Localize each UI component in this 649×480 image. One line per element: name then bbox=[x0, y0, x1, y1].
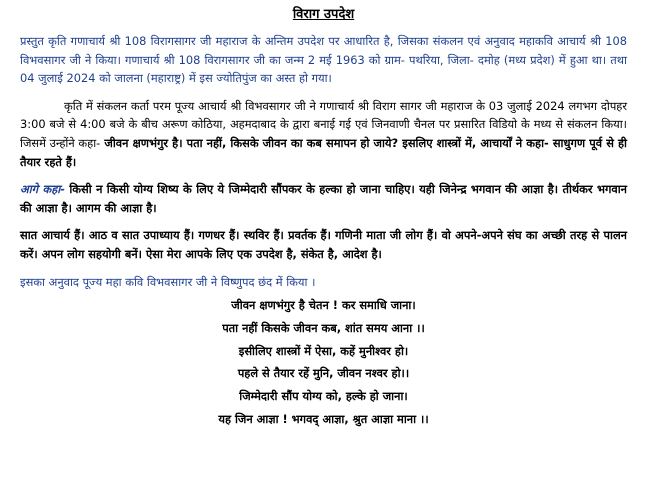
instruction-paragraph bbox=[20, 180, 627, 217]
verse-line-5: जिम्मेदारी सौंप योग्य को, हल्के हो जाना। bbox=[239, 388, 408, 403]
compilation-quote: जीवन क्षणभंगुर है। पता नहीं, किसके जीवन का कब समापन हो जाये? इसलिए शास्त्रों में, आचार्यों ने कहा- साधुगण पूर्व से ही तैयार रहते हैं। bbox=[20, 135, 628, 169]
verse-line-6: यह जिन आज्ञा ! भगवद् आज्ञा, श्रुत आज्ञा माना ।। bbox=[218, 411, 429, 426]
document-title: विराग उपदेश bbox=[292, 7, 355, 22]
translation-note: इसका अनुवाद पूज्य महा कवि विभवसागर जी ने विष्णुपद छंद में किया । bbox=[20, 274, 316, 289]
verse-line-4: पहले से तैयार रहें मुनि, जीवन नश्वर हो।। bbox=[237, 366, 410, 381]
verse-line-1: जीवन क्षणभंगुर है चेतन ! कर समाधि जाना। bbox=[231, 298, 416, 313]
instruction-lead: आगे कहा- bbox=[20, 182, 65, 197]
verse-block bbox=[20, 294, 627, 430]
verse-line-2: पता नहीं किसके जीवन कब, शांत समय आना ।। bbox=[222, 320, 425, 335]
compilation-paragraph bbox=[20, 97, 627, 171]
intro-paragraph: प्रस्तुत कृति गणाचार्य श्री 108 विरागसागर जी महाराज के अन्तिम उपदेश पर आधारित है, जिसका संकलन एवं अनुवाद महाकवि आचार्य श्री 108 विभवसागर जी ने किया। गणाचार्य श्री 108 विरागसागर जी का जन्म 2 मई 1963 को ग्राम- पथरिया, जिला- दमोह (मध्य प्रदेश) में हुआ था। तथा 04 जुलाई 2024 को जालना (महाराष्ट्र) में इस ज्योतिपुंज का अस्त हो गया। bbox=[20, 34, 627, 86]
instruction-text: किसी न किसी योग्य शिष्य के लिए ये जिम्मेदारी सौंपकर के हल्का हो जाना चाहिए। यही जिनेन्द्र भगवान की आज्ञा है। तीर्थकर भगवान की आज्ञा है। आगम की आज्ञा है। bbox=[20, 182, 628, 215]
sangh-paragraph: सात आचार्य हैं। आठ व सात उपाध्याय हैं। गणधर हैं। स्थविर हैं। प्रवर्तक हैं। गणिनी माता जी लोग हैं। वो अपने-अपने संघ का अच्छी तरह से पालन करें। अपन लोग सहयोगी बनें। ऐसा मेरा आपके लिए एक उपदेश है, संकेत है, आदेश है। bbox=[20, 228, 627, 261]
verse-line-3: इसीलिए शास्त्रों में ऐसा, कहें मुनीश्वर हो। bbox=[238, 343, 409, 358]
compilation-text: कृति में संकलन कर्ता परम पूज्य आचार्य श्री विभवसागर जी ने गणाचार्य श्री विराग सागर जी महाराज के 03 जुलाई 2024 लगभग दोपहर 3:00 बजे से 4:00 बजे के बीच अरूण कोठिया, अहमदाबाद के द्वारा बनाई गई एवं जिनवाणी चैनल पर प्रसारित विडियो के मध्य से संकलन किया। जिसमें उन्होंने कहा- bbox=[20, 98, 627, 150]
